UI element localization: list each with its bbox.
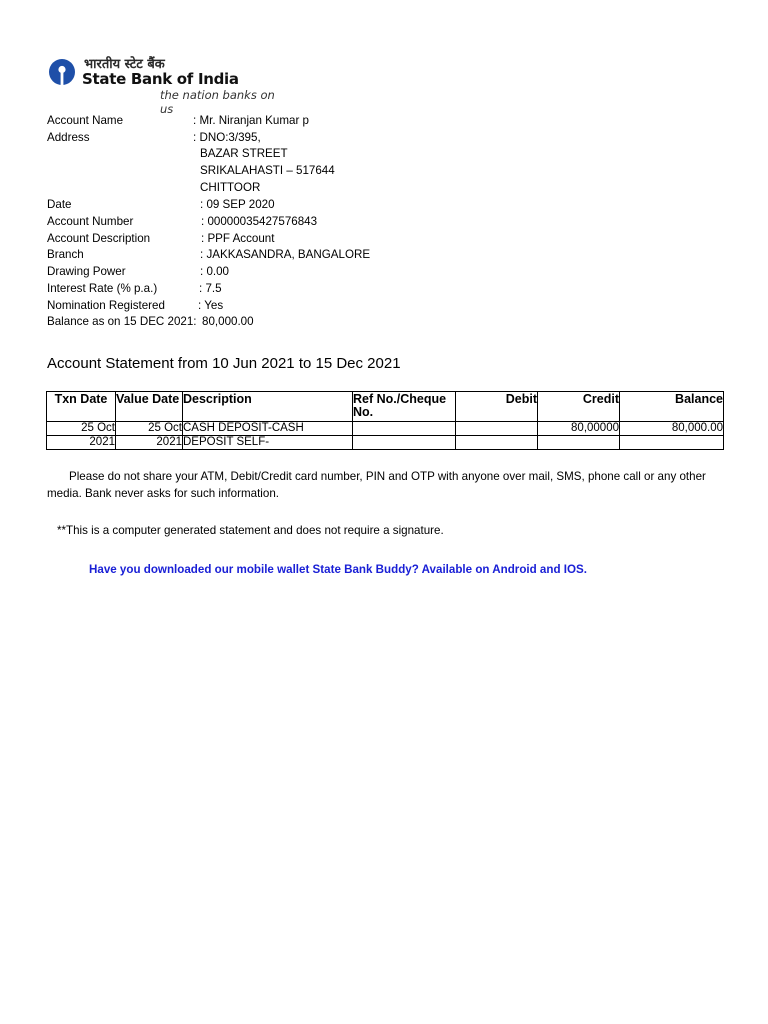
- balance-label: Balance as on 15 DEC 2021:: [47, 315, 197, 328]
- cell-balance: 80,000.00: [671, 422, 723, 434]
- promo-text: Have you downloaded our mobile wallet State Bank Buddy? Available on Android and IOS.: [89, 563, 587, 576]
- cell-debit: [456, 436, 538, 449]
- header-value-date: Value Date: [116, 392, 183, 421]
- bank-name: State Bank of India: [82, 70, 239, 88]
- table-row: [47, 422, 723, 435]
- balance-value: 80,000.00: [202, 315, 254, 328]
- cell-credit: 80,00000: [538, 422, 620, 435]
- address-line-2: BAZAR STREET: [200, 147, 288, 160]
- cell-description: CASH DEPOSIT-CASH: [183, 422, 353, 435]
- interest-rate-value: : 7.5: [199, 282, 222, 295]
- cell-ref-no: [353, 422, 456, 435]
- account-name-value: : Mr. Niranjan Kumar p: [193, 114, 309, 127]
- account-name-label: Account Name: [47, 114, 124, 127]
- cell-description: DEPOSIT SELF-: [183, 436, 353, 449]
- table-row: [47, 436, 723, 449]
- header-description: Description: [183, 392, 353, 421]
- account-number-label: Account Number: [47, 215, 134, 228]
- nomination-value: : Yes: [198, 299, 224, 312]
- address-line-4: CHITTOOR: [200, 181, 261, 194]
- cell-txn-date: 2021: [47, 436, 116, 449]
- drawing-power-label: Drawing Power: [47, 265, 126, 278]
- statement-title: Account Statement from 10 Jun 2021 to 15 Dec 2021: [47, 355, 401, 372]
- signature-notice: **This is a computer generated statement and does not require a signature.: [57, 524, 444, 537]
- bank-name-hindi: भारतीय स्टेट बैंक: [84, 57, 165, 72]
- branch-value: : JAKKASANDRA, BANGALORE: [200, 248, 371, 261]
- header-balance: Balance: [675, 392, 723, 406]
- account-number-value: : 00000035427576843: [201, 215, 318, 228]
- header-txn-date: Txn Date: [47, 392, 116, 421]
- sbi-logo: [48, 54, 288, 116]
- header-debit: Debit: [456, 392, 538, 421]
- address-line-1: : DNO:3/395,: [193, 131, 261, 144]
- cell-value-date: 25 Oct: [116, 422, 183, 435]
- header-credit: Credit: [538, 392, 620, 421]
- bank-tagline: the nation banks on us: [160, 88, 275, 116]
- branch-label: Branch: [47, 248, 84, 261]
- header-ref-no: Ref No./Cheque No.: [353, 392, 456, 421]
- account-description-value: : PPF Account: [201, 232, 275, 245]
- sbi-logo-icon: [48, 58, 76, 86]
- cell-ref-no: [353, 436, 456, 449]
- security-notice: Please do not share your ATM, Debit/Credit card number, PIN and OTP with anyone over mail, SMS, phone call or any other media. Bank never asks for such information.: [47, 470, 706, 500]
- drawing-power-value: : 0.00: [200, 265, 230, 278]
- date-label: Date: [47, 198, 72, 211]
- cell-credit: [538, 436, 620, 449]
- transactions-table: [46, 391, 724, 450]
- cell-txn-date: 25 Oct: [47, 422, 116, 435]
- table-header-row: [47, 392, 723, 421]
- cell-debit: [456, 422, 538, 435]
- date-value: : 09 SEP 2020: [200, 198, 275, 211]
- address-line-3: SRIKALAHASTI – 517644: [200, 164, 335, 177]
- nomination-label: Nomination Registered: [47, 299, 165, 312]
- account-description-label: Account Description: [47, 232, 151, 245]
- address-label: Address: [47, 131, 90, 144]
- cell-value-date: 2021: [116, 436, 183, 449]
- interest-rate-label: Interest Rate (% p.a.): [47, 282, 158, 295]
- cell-balance: [620, 436, 723, 449]
